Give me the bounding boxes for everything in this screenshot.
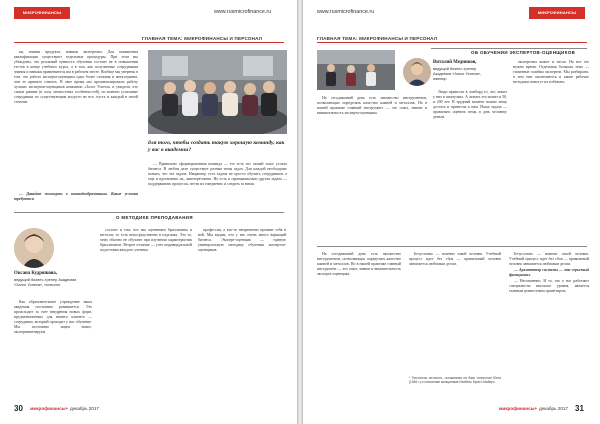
box-heading: О МЕТОДИКЕ ПРЕПОДАВАНИЯ xyxy=(116,215,193,220)
footer-date: декабрь 2017 xyxy=(70,406,99,411)
footer-magazine: микрофинансы+ xyxy=(499,406,538,411)
person-name: Виталий Медников, xyxy=(433,60,477,65)
section-title: ГЛАВНАЯ ТЕМА: МИКРОФИНАНСЫ И ПЕРСОНАЛ xyxy=(317,36,438,41)
team-photo-art xyxy=(148,50,287,134)
article-paragraph: ки, знания продукта, навыки экспертизы. Для повышения квалификации существуют отдельные процедуры. При этом мы убеждены, что реальный ценность обучения состоит не в повышении тестов в конце учебного курса, а в том, как полученные сотрудником знания и навыки применяются им в рабочем месте. Вообще мы уверены в том, что работа эксперта-оценщика одна более сложная и многогранна, чем ее принято считать. В свое время мы проанализировали работу лучших экспертов-оценщиков компании «Залог Успеха» и увидели, что самые ранние (в силу личностных особенностей), но именно успешные сотрудники по существующим когда-то не все, пусть и каждый в своей степени. xyxy=(14,50,138,104)
header-rule xyxy=(14,42,284,43)
question-lead: — Давайте поговорим о командообразовании. Какие условия требуются xyxy=(14,192,138,201)
presentation-photo-art xyxy=(317,50,395,90)
left-col-under-photo xyxy=(317,96,427,240)
person-role: ведущий бизнес-тренер Академии «Залог Успеха», психолог xyxy=(14,277,77,287)
box-rule-bottom xyxy=(317,246,587,247)
article-paragraph: профессия, а кто-то непременно проявит себя в ней. Мы видим, что у нас очень много вариаций бизнеса. Эксперт-оценщик — единую универсальную методику обучения экспертов-оценщиков. xyxy=(198,228,286,252)
article-col2 xyxy=(148,162,287,210)
right-page xyxy=(303,0,600,424)
pull-quote: для того, чтобы создать такую хорошую команду, как у вас в академии? xyxy=(148,140,285,153)
box-rule-top xyxy=(431,48,587,49)
box-rule-top xyxy=(14,212,284,213)
logo xyxy=(529,7,585,21)
avatar xyxy=(14,228,54,268)
person-name: Оксана Кудряшова, xyxy=(14,271,57,276)
site-url[interactable]: www.rusmicrofinance.ru xyxy=(214,9,272,15)
method-col1 xyxy=(14,300,92,398)
logo-mark: МИКРОФИНАНСЫ xyxy=(14,7,70,19)
article-paragraph: Безусловно — именно такой человек. Учебный процесс идет без сбоя — правильный человек занимается любимым делом. xyxy=(509,252,589,266)
article-paragraph: — Правильно сформированная команда — это есть тот самый залог успеха бизнеса. В любом деле существует разные типы задач. Для каждой необходимо понять, что эта задача. Например, есть задача не просто обучить сотрудников, а еще и вдохновить их, заинтересовать. Но есть и принципиально другая задача — поддерживать процессы, вести их ежедневно и следить за ними. xyxy=(148,162,287,186)
footer-date: декабрь 2017 xyxy=(539,406,568,411)
article-paragraph: Безусловно — именно такой человек. Учебный процесс идет без сбоя — правильный человек занимается любимым делом. xyxy=(409,252,501,266)
article-paragraph: На сегодняшний день есть множество инструментов, позволяющих определять качество камней и металлов. Но в нашей практике главный инструмент — это опыт, знание и внимательность эксперта-оценщика. xyxy=(317,252,401,276)
box-heading: ОБ ОБУЧЕНИИ ЭКСПЕРТОВ-ОЦЕНЩИКОВ xyxy=(471,50,576,55)
page-number: 30 xyxy=(14,404,23,413)
avatar-art xyxy=(14,228,54,268)
left-page xyxy=(0,0,297,424)
article-paragraph: Как образовательное учреждение наша академия постоянно развивается. Это происходит за счет внедрения новых форм, предназначенных для нашего клиента — сотрудника, который проходит у нас обучение. Мы постоянно ищем новое, экспериментируем. xyxy=(14,300,92,334)
logo-mark: МИКРОФИНАНСЫ xyxy=(529,7,585,19)
footer-magazine: микрофинансы+ xyxy=(30,406,69,411)
article-col4 xyxy=(409,252,501,372)
team-photo xyxy=(148,50,287,134)
header-rule xyxy=(317,42,587,43)
article-paragraph: состоит в том, что мы оцениваем бриллианты в металле, то есть непосредственно в изделиях. Это то, чему обычно не обучают при изучении характеристик бриллиантов. Второе отличие — учет индивидуальной подготовки каждого ученика. xyxy=(100,228,192,252)
footnote: * Типология личности, основанная на базе типологии Юнга (1946 г.) и описанная женщинами Изабель Бриггс-Майерс. xyxy=(409,376,501,384)
box-col1 xyxy=(433,90,507,240)
question-lead: — Архитектор системы — это серьезный функционал. xyxy=(509,268,589,277)
method-col3 xyxy=(198,228,286,398)
article-col5 xyxy=(509,252,589,398)
article-paragraph: — Несомненно. И то, что у нас работают специалисты высокого уровня, является главным ценностным ориентиром. xyxy=(509,279,589,293)
page-number: 31 xyxy=(575,404,584,413)
person-role: ведущий бизнес-тренер Академии «Залог Успеха», ювелир xyxy=(433,66,482,81)
article-col1 xyxy=(14,50,138,188)
site-url[interactable]: www.rusmicrofinance.ru xyxy=(317,9,375,15)
article-paragraph: экспертизы может и часок. На все это нужно время. Отдельная большая тема — типичные ошибки экспертов. Мы разбираем, в чем они заключаются и какие рабочие методики помогут их избежать. xyxy=(513,60,589,84)
presentation-photo xyxy=(317,50,395,90)
method-col2 xyxy=(100,228,192,398)
avatar-art xyxy=(403,58,431,86)
article-col3 xyxy=(317,252,401,372)
article-paragraph: На сегодняшний день есть множество инструментов, позволяющих определять качество камней и металлов. Но в нашей практике главный инструмент — это опыт, знание и внимательность эксперта-оценщика. xyxy=(317,96,427,115)
box-col2 xyxy=(513,60,589,240)
avatar xyxy=(403,58,431,86)
section-title: ГЛАВНАЯ ТЕМА: МИКРОФИНАНСЫ И ПЕРСОНАЛ xyxy=(142,36,263,41)
logo xyxy=(14,7,70,21)
article-paragraph: Люди приносят в ломбард то, что лежит у них в шкатулках. А лежать это может и 50, и 200 лет. В трудный момент можно вещь достать и принести к нам. Наша задача — правильно оценить вещь и дать человеку деньги. xyxy=(433,90,507,119)
